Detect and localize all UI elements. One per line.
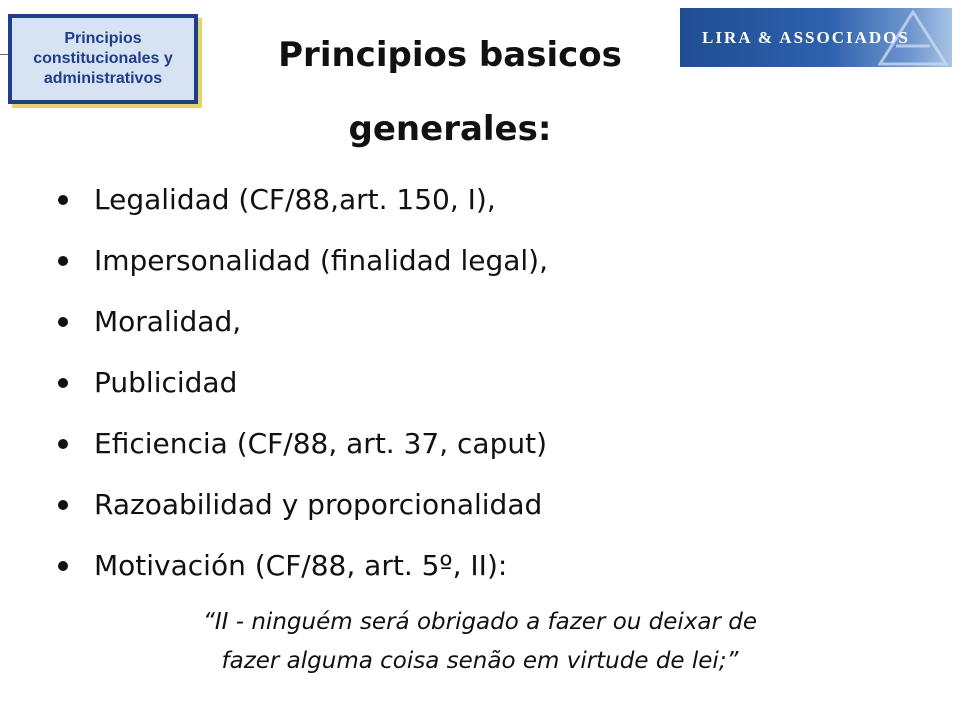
list-item xyxy=(58,175,548,236)
bullet-dot-icon xyxy=(58,195,68,205)
badge-tick-mark xyxy=(0,54,8,55)
badge-line-2: constitucionales y xyxy=(33,50,173,67)
slide-title-line-2: generales: xyxy=(348,109,552,149)
list-item-text: Publicidad xyxy=(94,366,238,399)
badge-line-3: administrativos xyxy=(43,70,163,87)
list-item-text: Razoabilidad y proporcionalidad xyxy=(94,488,543,521)
list-item xyxy=(58,358,548,419)
list-item xyxy=(58,541,548,602)
list-item-text: Legalidad (CF/88,art. 150, I), xyxy=(94,183,496,216)
bullet-dot-icon xyxy=(58,256,68,266)
list-item-text: Moralidad, xyxy=(94,305,242,338)
bullet-dot-icon xyxy=(58,317,68,327)
list-item xyxy=(58,480,548,541)
law-quote xyxy=(60,603,900,681)
list-item xyxy=(58,419,548,480)
company-logo-text: LIRA & ASSOCIADOS xyxy=(702,27,910,47)
bullet-dot-icon xyxy=(58,500,68,510)
list-item-text: Motivación (CF/88, art. 5º, II): xyxy=(94,549,508,582)
section-badge-text xyxy=(33,29,173,89)
list-item-text: Impersonalidad (finalidad legal), xyxy=(94,244,549,277)
principles-list xyxy=(58,175,548,602)
badge-line-1: Principios xyxy=(64,30,142,47)
bullet-dot-icon xyxy=(58,439,68,449)
bullet-dot-icon xyxy=(58,561,68,571)
bullet-dot-icon xyxy=(58,378,68,388)
list-item xyxy=(58,297,548,358)
law-quote-line-1: “II - ninguém será obrigado a fazer ou deixar de xyxy=(202,609,758,635)
company-logo xyxy=(680,8,952,67)
law-quote-line-2: fazer alguma coisa senão em virtude de lei;” xyxy=(221,648,739,674)
slide-title-line-1: Principios basicos xyxy=(278,35,622,75)
list-item-text: Eficiencia (CF/88, art. 37, caput) xyxy=(94,427,548,460)
slide-title xyxy=(160,18,740,166)
list-item xyxy=(58,236,548,297)
